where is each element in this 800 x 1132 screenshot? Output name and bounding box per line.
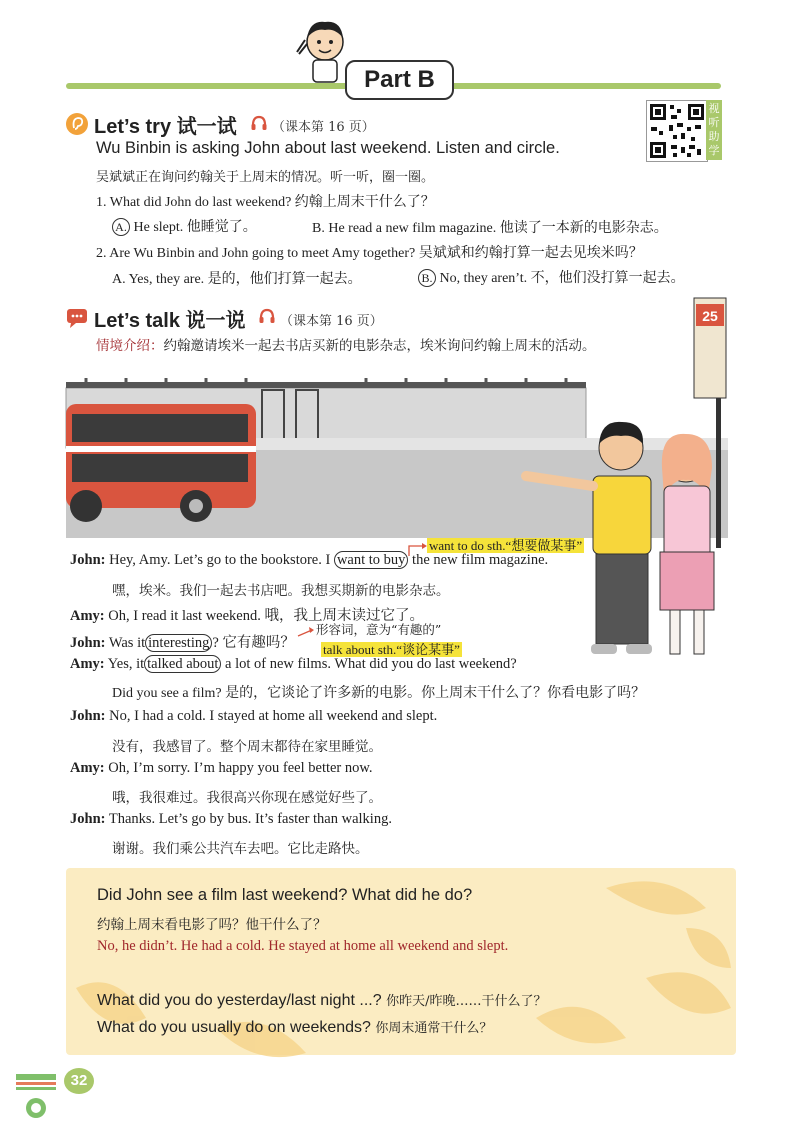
line-text: No, I had a cold. I stayed at home all weekend and slept. bbox=[109, 708, 438, 724]
lets-try-instruction-cn: 吴斌斌正在询问约翰关于上周末的情况。听一听，圈一圈。 bbox=[96, 170, 435, 185]
dialogue-line-5 bbox=[70, 708, 437, 725]
line-text: Was it bbox=[108, 635, 146, 651]
q2-option-a[interactable]: A. Yes, they are. 是的，他们打算一起去。 bbox=[112, 272, 362, 287]
marked-phrase-want-to-buy: want to buy bbox=[334, 551, 408, 569]
question-1: 1. What did John do last weekend? 约翰上周末干什么了？ bbox=[96, 195, 435, 210]
practice-question-en: Did John see a film last weekend? What did he do? bbox=[97, 886, 473, 904]
note-arrow-icon bbox=[296, 626, 316, 640]
marked-phrase-talked-about: talked about bbox=[144, 655, 221, 673]
dialogue-line-7 bbox=[70, 811, 392, 828]
scenario-text: 约翰邀请埃米一起去书店买新的电影杂志，埃米询问约翰上周末的活动。 bbox=[163, 338, 596, 354]
q1-a-circled-letter: A. bbox=[112, 218, 130, 236]
q2-b-circled-letter: B. bbox=[418, 269, 436, 287]
practice-prompt-1 bbox=[97, 990, 546, 1010]
dialogue-line-3 bbox=[70, 631, 295, 652]
dialogue-line-4 bbox=[70, 656, 517, 673]
line-text: Thanks. Let’s go by bus. It’s faster than walking. bbox=[108, 811, 392, 827]
line-text: Hey, Amy. Let’s go to the bookstore. I bbox=[109, 552, 331, 568]
line-text: a lot of new films. What did you do last weekend? bbox=[225, 656, 517, 672]
dialogue-line-6-cn: 哦，我很难过。我很高兴你现在感觉好些了。 bbox=[112, 790, 382, 806]
bus-stop-number: 25 bbox=[702, 308, 718, 324]
publisher-logo-icon bbox=[14, 1072, 58, 1124]
prompt-1-cn: 你昨天/昨晚……干什么了？ bbox=[386, 994, 547, 1009]
q2-b-text: No, they aren’t. 不，他们没打算一起去。 bbox=[439, 271, 685, 286]
practice-answer: No, he didn’t. He had a cold. He stayed at home all weekend and slept. bbox=[97, 938, 509, 954]
speaker-john: John: bbox=[70, 552, 106, 568]
prompt-2-en: What do you usually do on weekends? bbox=[97, 1019, 371, 1036]
note-interesting: 形容词，意为“有趣的” bbox=[316, 622, 442, 637]
lets-try-title: Let’s try 试一试 bbox=[94, 116, 237, 138]
speaker-amy: Amy: bbox=[70, 656, 105, 672]
prompt-1-en: What did you do yesterday/last night ...? bbox=[97, 992, 382, 1009]
headphone-icon[interactable] bbox=[258, 307, 276, 325]
headphone-icon[interactable] bbox=[250, 114, 268, 132]
note-want-to-text: want to do sth.“想要做某事” bbox=[429, 538, 583, 553]
speaker-amy: Amy: bbox=[70, 760, 105, 776]
speaker-amy: Amy: bbox=[70, 608, 105, 624]
note-talk-about-text: talk about sth.“谈论某事” bbox=[323, 642, 460, 657]
ear-icon bbox=[66, 113, 88, 135]
line-text: the new film magazine. bbox=[412, 552, 549, 568]
speech-bubble-icon bbox=[66, 307, 88, 329]
prompt-2-cn: 你周末通常干什么？ bbox=[375, 1021, 493, 1036]
scenario-label: 情境介绍： bbox=[96, 338, 164, 354]
lets-talk-title: Let’s talk 说一说 bbox=[94, 310, 246, 332]
q1-option-b[interactable]: B. He read a new film magazine. 他读了一本新的电影杂志。 bbox=[312, 221, 668, 236]
dialogue-line-6 bbox=[70, 760, 373, 777]
line-text: Oh, I’m sorry. I’m happy you feel better now. bbox=[108, 760, 373, 776]
marked-word-interesting: interesting bbox=[145, 634, 212, 652]
q1-option-a[interactable] bbox=[112, 216, 257, 236]
q2-option-b[interactable] bbox=[418, 267, 685, 287]
practice-box bbox=[66, 868, 736, 1055]
scenario-intro bbox=[96, 334, 596, 354]
lets-try-page-ref: （课本第 16 页） bbox=[272, 120, 375, 135]
lets-try-instruction-en: Wu Binbin is asking John about last weekend. Listen and circle. bbox=[96, 139, 560, 157]
practice-question-cn: 约翰上周末看电影了吗？他干什么了？ bbox=[97, 917, 327, 933]
line-text: ? 它有趣吗？ bbox=[212, 635, 295, 651]
dialogue-line-1-cn: 嘿，埃米。我们一起去书店吧。我想买期新的电影杂志。 bbox=[112, 583, 450, 599]
qr-side-label: 视听助学 bbox=[706, 100, 722, 160]
lets-talk-page-ref: （课本第 16 页） bbox=[280, 314, 383, 329]
question-2: 2. Are Wu Binbin and John going to meet Amy together? 吴斌斌和约翰打算一起去见埃米吗？ bbox=[96, 246, 643, 261]
practice-prompt-2 bbox=[97, 1017, 492, 1037]
speaker-john: John: bbox=[70, 635, 106, 651]
line-text: Yes, it bbox=[107, 656, 145, 672]
line-text: Oh, I read it last weekend. 哦，我上周末读过它了。 bbox=[108, 608, 424, 624]
part-title: Part B bbox=[345, 60, 454, 100]
page-number: 32 bbox=[64, 1068, 94, 1094]
dialogue-line-7-cn: 谢谢。我们乘公共汽车去吧。它比走路快。 bbox=[112, 841, 369, 857]
dialogue-line-4-cont: Did you see a film? 是的，它谈论了许多新的电影。你上周末干什么了？你看电影了吗？ bbox=[112, 686, 646, 701]
dialogue-line-5-cn: 没有，我感冒了。整个周末都待在家里睡觉。 bbox=[112, 739, 382, 755]
speaker-john: John: bbox=[70, 811, 106, 827]
speaker-john: John: bbox=[70, 708, 106, 724]
q1-a-text: He slept. 他睡觉了。 bbox=[133, 220, 257, 235]
dialogue-line-1 bbox=[70, 552, 548, 569]
qr-code-icon[interactable] bbox=[646, 100, 708, 162]
